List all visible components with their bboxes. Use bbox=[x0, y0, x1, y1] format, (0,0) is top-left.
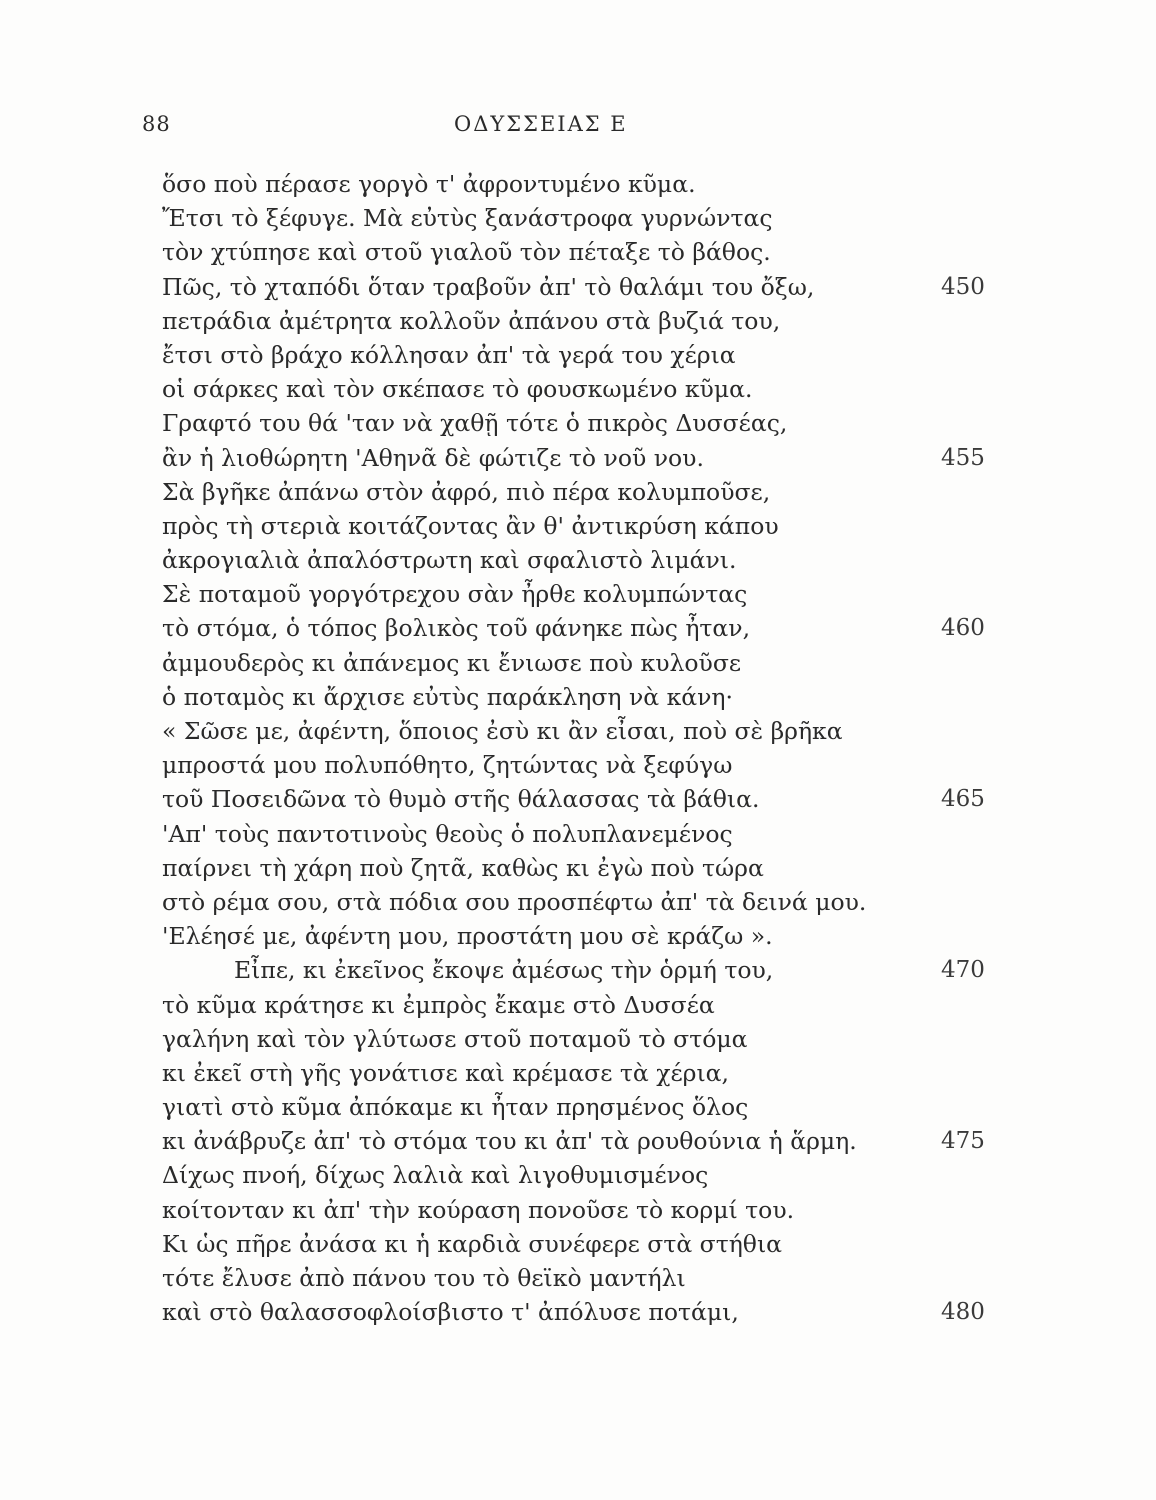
verse-text: τὸν χτύπησε καὶ στοῦ γιαλοῦ τὸν πέταξε τὸ βάθος. bbox=[162, 238, 771, 267]
verse-line bbox=[162, 680, 1002, 714]
line-number: 470 bbox=[941, 957, 985, 984]
verse-line bbox=[162, 543, 1002, 577]
verse-line bbox=[162, 851, 1002, 885]
verse-line bbox=[162, 1193, 1002, 1227]
verse-text: γιατὶ στὸ κῦμα ἀπόκαμε κι ἦταν πρησμένος ὅλος bbox=[162, 1093, 749, 1122]
verse-line bbox=[162, 782, 1002, 816]
line-number: 460 bbox=[941, 615, 985, 642]
verse-text: ἀμμουδερὸς κι ἀπάνεμος κι ἔνιωσε ποὺ κυλοῦσε bbox=[162, 648, 742, 677]
verse-line bbox=[162, 919, 1002, 953]
line-number: 475 bbox=[941, 1128, 985, 1155]
verse-line bbox=[162, 817, 1002, 851]
verse-line bbox=[162, 1056, 1002, 1090]
verse-text: παίρνει τὴ χάρη ποὺ ζητᾶ, καθὼς κι ἐγὼ ποὺ τώρα bbox=[162, 853, 764, 882]
verse-text: Σὲ ποταμοῦ γοργότρεχου σὰν ἦρθε κολυμπώντας bbox=[162, 580, 748, 609]
verse-text: οἱ σάρκες καὶ τὸν σκέπασε τὸ φουσκωμένο κῦμα. bbox=[162, 375, 753, 404]
verse-text: στὸ ρέμα σου, στὰ πόδια σου προσπέφτω ἀπ' τὰ δεινά μου. bbox=[162, 887, 867, 916]
verse-line bbox=[162, 885, 1002, 919]
verse-line bbox=[162, 167, 1002, 201]
page-header bbox=[142, 112, 1002, 142]
verse-line bbox=[162, 988, 1002, 1022]
verse-line bbox=[162, 304, 1002, 338]
verse-text: ἂν ἡ λιοθώρητη 'Αθηνᾶ δὲ φώτιζε τὸ νοῦ νου. bbox=[162, 443, 704, 472]
verse-line bbox=[162, 1261, 1002, 1295]
line-number: 455 bbox=[941, 444, 985, 471]
verse-text: « Σῶσε με, ἀφέντη, ὅποιος ἐσὺ κι ἂν εἶσαι, ποὺ σὲ βρῆκα bbox=[162, 717, 843, 745]
verse-line bbox=[162, 509, 1002, 543]
verse-text: Πῶς, τὸ χταπόδι ὅταν τραβοῦν ἀπ' τὸ θαλάμι του ὄξω, bbox=[162, 272, 815, 301]
verse-text: ὁ ποταμὸς κι ἄρχισε εὐτὺς παράκληση νὰ κάνη· bbox=[162, 682, 733, 711]
verse-text: 'Απ' τοὺς παντοτινοὺς θεοὺς ὁ πολυπλανεμένος bbox=[162, 819, 733, 848]
verse-text: πρὸς τὴ στεριὰ κοιτάζοντας ἂν θ' ἀντικρύση κάπου bbox=[162, 511, 779, 540]
verse-text: μπροστά μου πολυπόθητο, ζητώντας νὰ ξεφύγω bbox=[162, 751, 733, 780]
verse-line bbox=[162, 338, 1002, 372]
verse-text: τότε ἔλυσε ἀπὸ πάνου του τὸ θεϊκὸ μαντήλι bbox=[162, 1264, 686, 1292]
verse-text: κι ἐκεῖ στὴ γῆς γονάτισε καὶ κρέμασε τὰ χέρια, bbox=[162, 1058, 729, 1087]
verse-text: κοίτονταν κι ἀπ' τὴν κούραση πονοῦσε τὸ κορμί του. bbox=[162, 1195, 795, 1224]
verse-line bbox=[162, 611, 1002, 645]
verse-text: Δίχως πνοή, δίχως λαλιὰ καὶ λιγοθυμισμένος bbox=[162, 1161, 709, 1190]
verse-line bbox=[162, 1158, 1002, 1192]
verse-line bbox=[162, 953, 1002, 987]
verse-text: Εἶπε, κι ἐκεῖνος ἔκοψε ἀμέσως τὴν ὁρμή του, bbox=[234, 956, 774, 985]
verse-text: Σὰ βγῆκε ἀπάνω στὸν ἀφρό, πιὸ πέρα κολυμποῦσε, bbox=[162, 477, 771, 506]
verse-line bbox=[162, 372, 1002, 406]
line-number: 480 bbox=[941, 1299, 985, 1326]
verse-text: τὸ κῦμα κράτησε κι ἐμπρὸς ἔκαμε στὸ Δυσσέα bbox=[162, 990, 715, 1019]
verse-text: 'Ελέησέ με, ἀφέντη μου, προστάτη μου σὲ κράζω ». bbox=[162, 922, 773, 951]
verse-line bbox=[162, 1124, 1002, 1158]
verse-text: Γραφτό του θά 'ταν νὰ χαθῇ τότε ὁ πικρὸς Δυσσέας, bbox=[162, 409, 788, 438]
verse-line bbox=[162, 1295, 1002, 1329]
verse-line bbox=[162, 1227, 1002, 1261]
verse-text: γαλήνη καὶ τὸν γλύτωσε στοῦ ποταμοῦ τὸ στόμα bbox=[162, 1024, 748, 1053]
line-number: 450 bbox=[941, 273, 985, 300]
verse-line bbox=[162, 646, 1002, 680]
verse-line bbox=[162, 235, 1002, 269]
verse-text: ἔτσι στὸ βράχο κόλλησαν ἀπ' τὰ γερά του χέρια bbox=[162, 340, 736, 369]
verse-line bbox=[162, 475, 1002, 509]
verse-line bbox=[162, 270, 1002, 304]
verse-line bbox=[162, 441, 1002, 475]
running-head: ΟΔΥΣΣΕΙΑΣ Ε bbox=[454, 112, 628, 136]
line-number: 465 bbox=[941, 786, 985, 813]
verse-text: Ἔτσι τὸ ξέφυγε. Μὰ εὐτὺς ξανάστροφα γυρνώντας bbox=[162, 204, 773, 233]
verse-line bbox=[162, 1090, 1002, 1124]
verse-line bbox=[162, 714, 1002, 748]
verse-text: ὅσο ποὺ πέρασε γοργὸ τ' ἀφροντυμένο κῦμα. bbox=[162, 170, 696, 198]
verse-line bbox=[162, 201, 1002, 235]
verse-line bbox=[162, 748, 1002, 782]
verse-line bbox=[162, 406, 1002, 440]
verse-text: κι ἀνάβρυζε ἀπ' τὸ στόμα του κι ἀπ' τὰ ρουθούνια ἡ ἅρμη. bbox=[162, 1127, 857, 1156]
verse-line bbox=[162, 577, 1002, 611]
verse-text: καὶ στὸ θαλασσοφλοίσβιστο τ' ἀπόλυσε ποτάμι, bbox=[162, 1298, 739, 1327]
verse-text: ἀκρογιαλιὰ ἀπαλόστρωτη καὶ σφαλιστὸ λιμάνι. bbox=[162, 546, 737, 575]
verse-text: τὸ στόμα, ὁ τόπος βολικὸς τοῦ φάνηκε πὼς ἦταν, bbox=[162, 614, 751, 643]
verse-text: πετράδια ἀμέτρητα κολλοῦν ἀπάνου στὰ βυζιά του, bbox=[162, 306, 781, 335]
verse-text: τοῦ Ποσειδῶνα τὸ θυμὸ στῆς θάλασσας τὰ βάθια. bbox=[162, 785, 760, 814]
verse-line bbox=[162, 1022, 1002, 1056]
page-number: 88 bbox=[142, 112, 171, 136]
verse-block bbox=[162, 167, 1002, 1329]
verse-text: Κι ὡς πῆρε ἀνάσα κι ἡ καρδιὰ συνέφερε στὰ στήθια bbox=[162, 1229, 783, 1258]
